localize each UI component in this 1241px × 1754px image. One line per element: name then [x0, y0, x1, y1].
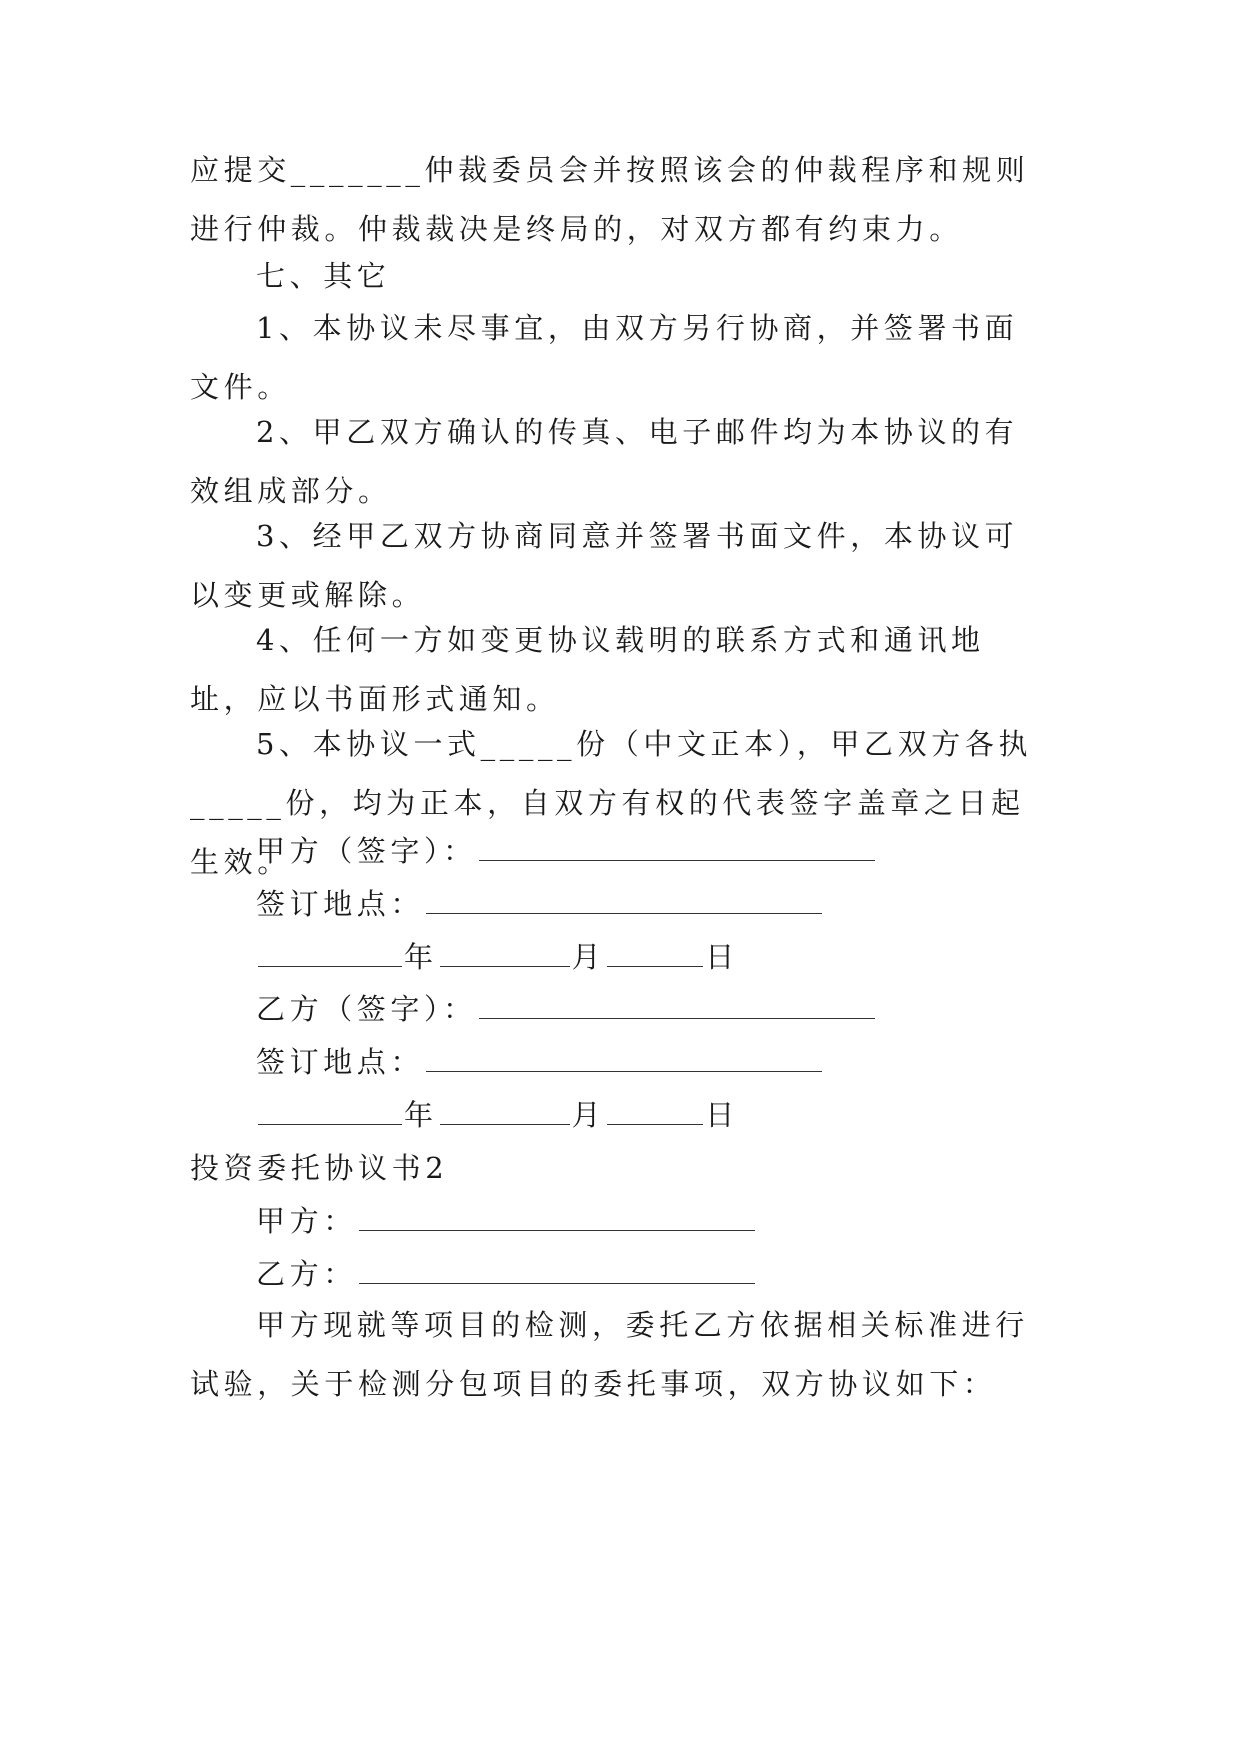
party-b-row [256, 1254, 757, 1294]
party-a-blank [359, 1204, 755, 1231]
clause-item-4: 4、任何一方如变更协议载明的联系方式和通讯地址，应以书面形式通知。 [190, 623, 985, 716]
party-b-signature-label: 乙方（签字）： [256, 992, 477, 1026]
party-a-signature-blank [479, 834, 875, 861]
arbitration-paragraph: 应提交_______仲裁委员会并按照该会的仲裁程序和规则进行仲裁。仲裁裁决是终局的，对双方都有约束力。 [190, 153, 1030, 246]
party-b-year-label: 年 [404, 1098, 438, 1132]
party-b-month-label: 月 [571, 1098, 606, 1132]
party-a-month-label: 月 [571, 940, 606, 974]
clause-item-3: 3、经甲乙双方协商同意并签署书面文件，本协议可以变更或解除。 [190, 519, 1019, 612]
section-heading-other: 七、其它 [256, 259, 391, 293]
party-a-row [256, 1201, 757, 1241]
clause-item-5: 5、本协议一式_____份（中文正本），甲乙双方各执_____份，均为正本，自双方有权的代表签字盖章之日起生效。 [190, 727, 1033, 879]
party-a-signature-row [256, 831, 877, 871]
party-b-signature-row [256, 989, 877, 1029]
party-b-month-blank [440, 1098, 570, 1125]
party-a-place-blank [426, 887, 822, 914]
party-b-signature-blank [479, 992, 875, 1019]
party-a-date-row [256, 937, 739, 977]
party-b-place-label: 签订地点： [256, 1045, 425, 1079]
party-a-year-label: 年 [404, 940, 438, 974]
party-b-year-blank [258, 1098, 402, 1125]
party-b-blank [359, 1257, 755, 1284]
party-a-day-blank [607, 940, 703, 967]
party-b-place-blank [426, 1045, 822, 1072]
party-b-place-row [256, 1042, 824, 1082]
party-b-date-row [256, 1095, 739, 1135]
party-a-place-label: 签订地点： [256, 887, 425, 921]
party-b-day-label: 日 [705, 1098, 739, 1132]
party-a-label: 甲方： [256, 1204, 357, 1238]
party-a-year-blank [258, 940, 402, 967]
clause-item-1: 1、本协议未尽事宜，由双方另行协商，并签署书面文件。 [190, 311, 1019, 404]
clause-item-2: 2、甲乙双方确认的传真、电子邮件均为本协议的有效组成部分。 [190, 415, 1019, 508]
party-a-day-label: 日 [705, 940, 739, 974]
entrustment-paragraph: 甲方现就等项目的检测，委托乙方依据相关标准进行试验，关于检测分包项目的委托事项，双方协议如下： [190, 1308, 1029, 1401]
party-a-place-row [256, 884, 824, 924]
party-b-label: 乙方： [256, 1257, 357, 1291]
party-b-day-blank [607, 1098, 703, 1125]
party-a-signature-label: 甲方（签字）： [256, 834, 477, 868]
agreement-title-2: 投资委托协议书2 [190, 1151, 449, 1185]
party-a-month-blank [440, 940, 570, 967]
